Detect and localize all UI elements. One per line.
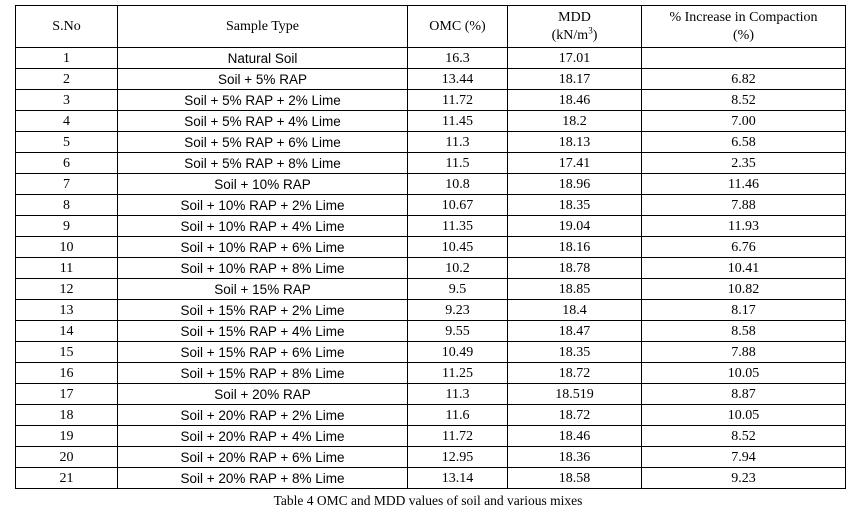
table-row: [16, 111, 846, 132]
header-sno: S.No: [16, 6, 118, 48]
cell-mdd: 18.35: [508, 342, 642, 363]
cell-omc: 10.8: [408, 174, 508, 195]
cell-increase: 6.76: [642, 237, 846, 258]
cell-omc: 11.6: [408, 405, 508, 426]
cell-sno: 7: [16, 174, 118, 195]
cell-omc: 10.45: [408, 237, 508, 258]
cell-sno: 1: [16, 48, 118, 69]
cell-mdd: 18.16: [508, 237, 642, 258]
table-row: [16, 69, 846, 90]
cell-increase: 11.93: [642, 216, 846, 237]
cell-sno: 10: [16, 237, 118, 258]
cell-sample-type: Soil + 20% RAP: [118, 384, 408, 405]
cell-sample-type: Soil + 15% RAP + 6% Lime: [118, 342, 408, 363]
header-increase-line2: (%): [733, 27, 754, 43]
table-row: [16, 321, 846, 342]
cell-sample-type: Soil + 15% RAP + 2% Lime: [118, 300, 408, 321]
header-increase: [642, 6, 846, 48]
cell-sno: 5: [16, 132, 118, 153]
cell-increase: 2.35: [642, 153, 846, 174]
cell-mdd: 18.85: [508, 279, 642, 300]
cell-omc: 11.3: [408, 132, 508, 153]
table-caption: Table 4 OMC and MDD values of soil and various mixes: [273, 493, 583, 508]
cell-sample-type: Soil + 5% RAP: [118, 69, 408, 90]
cell-mdd: 18.78: [508, 258, 642, 279]
cell-omc: 11.45: [408, 111, 508, 132]
table-row: [16, 468, 846, 489]
cell-increase: 7.00: [642, 111, 846, 132]
table-row: [16, 300, 846, 321]
table-row: [16, 363, 846, 384]
cell-increase: 7.88: [642, 195, 846, 216]
cell-increase: 6.82: [642, 69, 846, 90]
header-mdd: [508, 6, 642, 48]
cell-mdd: 18.58: [508, 468, 642, 489]
cell-increase: 8.58: [642, 321, 846, 342]
cell-mdd: 18.35: [508, 195, 642, 216]
cell-omc: 11.72: [408, 90, 508, 111]
cell-omc: 13.44: [408, 69, 508, 90]
cell-mdd: 19.04: [508, 216, 642, 237]
table-row: [16, 132, 846, 153]
cell-mdd: 18.4: [508, 300, 642, 321]
cell-mdd: 18.96: [508, 174, 642, 195]
cell-sno: 8: [16, 195, 118, 216]
table-row: [16, 447, 846, 468]
cell-sno: 18: [16, 405, 118, 426]
cell-sno: 11: [16, 258, 118, 279]
cell-mdd: 18.17: [508, 69, 642, 90]
cell-sample-type: Soil + 20% RAP + 8% Lime: [118, 468, 408, 489]
cell-omc: 11.72: [408, 426, 508, 447]
cell-sample-type: Soil + 15% RAP + 8% Lime: [118, 363, 408, 384]
cell-sno: 6: [16, 153, 118, 174]
cell-increase: 7.94: [642, 447, 846, 468]
cell-mdd: 18.36: [508, 447, 642, 468]
header-increase-line1: % Increase in Compaction: [669, 9, 818, 25]
header-omc: OMC (%): [408, 6, 508, 48]
cell-increase: 8.17: [642, 300, 846, 321]
cell-omc: 10.2: [408, 258, 508, 279]
cell-mdd: 17.41: [508, 153, 642, 174]
cell-sample-type: Soil + 10% RAP: [118, 174, 408, 195]
cell-omc: 9.23: [408, 300, 508, 321]
cell-mdd: 17.01: [508, 48, 642, 69]
cell-increase: 8.87: [642, 384, 846, 405]
cell-increase: 10.05: [642, 405, 846, 426]
cell-sno: 12: [16, 279, 118, 300]
table-row: [16, 237, 846, 258]
cell-sample-type: Soil + 10% RAP + 6% Lime: [118, 237, 408, 258]
table-row: [16, 426, 846, 447]
cell-increase: 9.23: [642, 468, 846, 489]
cell-increase: 7.88: [642, 342, 846, 363]
cell-mdd: 18.72: [508, 363, 642, 384]
cell-sno: 4: [16, 111, 118, 132]
cell-increase: 10.05: [642, 363, 846, 384]
cell-mdd: 18.46: [508, 90, 642, 111]
cell-sno: 2: [16, 69, 118, 90]
cell-mdd: 18.72: [508, 405, 642, 426]
table-row: [16, 258, 846, 279]
header-mdd-line1: MDD: [558, 9, 591, 25]
cell-sample-type: Soil + 5% RAP + 2% Lime: [118, 90, 408, 111]
cell-increase: 11.46: [642, 174, 846, 195]
table-row: [16, 90, 846, 111]
cell-omc: 9.5: [408, 279, 508, 300]
table-row: [16, 384, 846, 405]
cell-sample-type: Natural Soil: [118, 48, 408, 69]
cell-increase: 8.52: [642, 90, 846, 111]
cell-sno: 19: [16, 426, 118, 447]
cell-sample-type: Soil + 5% RAP + 4% Lime: [118, 111, 408, 132]
cell-mdd: 18.13: [508, 132, 642, 153]
table-row: [16, 153, 846, 174]
cell-omc: 10.67: [408, 195, 508, 216]
header-sample-type: Sample Type: [118, 6, 408, 48]
cell-sample-type: Soil + 5% RAP + 8% Lime: [118, 153, 408, 174]
cell-increase: 8.52: [642, 426, 846, 447]
cell-increase: 10.82: [642, 279, 846, 300]
cell-increase: 10.41: [642, 258, 846, 279]
cell-sno: 3: [16, 90, 118, 111]
cell-omc: 11.3: [408, 384, 508, 405]
table-row: [16, 48, 846, 69]
cell-sno: 21: [16, 468, 118, 489]
cell-sample-type: Soil + 20% RAP + 6% Lime: [118, 447, 408, 468]
cell-sample-type: Soil + 20% RAP + 2% Lime: [118, 405, 408, 426]
cell-sample-type: Soil + 20% RAP + 4% Lime: [118, 426, 408, 447]
cell-sno: 13: [16, 300, 118, 321]
table-row: [16, 342, 846, 363]
cell-increase: [642, 48, 846, 69]
cell-sno: 15: [16, 342, 118, 363]
cell-omc: 11.35: [408, 216, 508, 237]
cell-mdd: 18.2: [508, 111, 642, 132]
cell-omc: 11.25: [408, 363, 508, 384]
cell-sno: 20: [16, 447, 118, 468]
header-mdd-unit-post: ): [592, 27, 598, 43]
omc-mdd-table: [15, 5, 846, 489]
table-row: [16, 279, 846, 300]
cell-sample-type: Soil + 10% RAP + 2% Lime: [118, 195, 408, 216]
cell-sno: 16: [16, 363, 118, 384]
table-row: [16, 216, 846, 237]
header-mdd-unit-sup: 3: [588, 24, 593, 35]
table-row: [16, 405, 846, 426]
cell-sno: 14: [16, 321, 118, 342]
table-body: [16, 48, 846, 489]
cell-omc: 16.3: [408, 48, 508, 69]
cell-omc: 11.5: [408, 153, 508, 174]
table-row: [16, 174, 846, 195]
cell-omc: 13.14: [408, 468, 508, 489]
cell-omc: 9.55: [408, 321, 508, 342]
cell-sample-type: Soil + 5% RAP + 6% Lime: [118, 132, 408, 153]
cell-increase: 6.58: [642, 132, 846, 153]
table-row: [16, 195, 846, 216]
cell-sample-type: Soil + 10% RAP + 8% Lime: [118, 258, 408, 279]
cell-sample-type: Soil + 15% RAP: [118, 279, 408, 300]
cell-sample-type: Soil + 15% RAP + 4% Lime: [118, 321, 408, 342]
cell-mdd: 18.519: [508, 384, 642, 405]
cell-sample-type: Soil + 10% RAP + 4% Lime: [118, 216, 408, 237]
header-row: [16, 6, 846, 48]
cell-sno: 17: [16, 384, 118, 405]
cell-omc: 10.49: [408, 342, 508, 363]
cell-mdd: 18.47: [508, 321, 642, 342]
cell-mdd: 18.46: [508, 426, 642, 447]
header-mdd-unit-pre: (kN/m: [551, 27, 589, 43]
cell-sno: 9: [16, 216, 118, 237]
cell-omc: 12.95: [408, 447, 508, 468]
